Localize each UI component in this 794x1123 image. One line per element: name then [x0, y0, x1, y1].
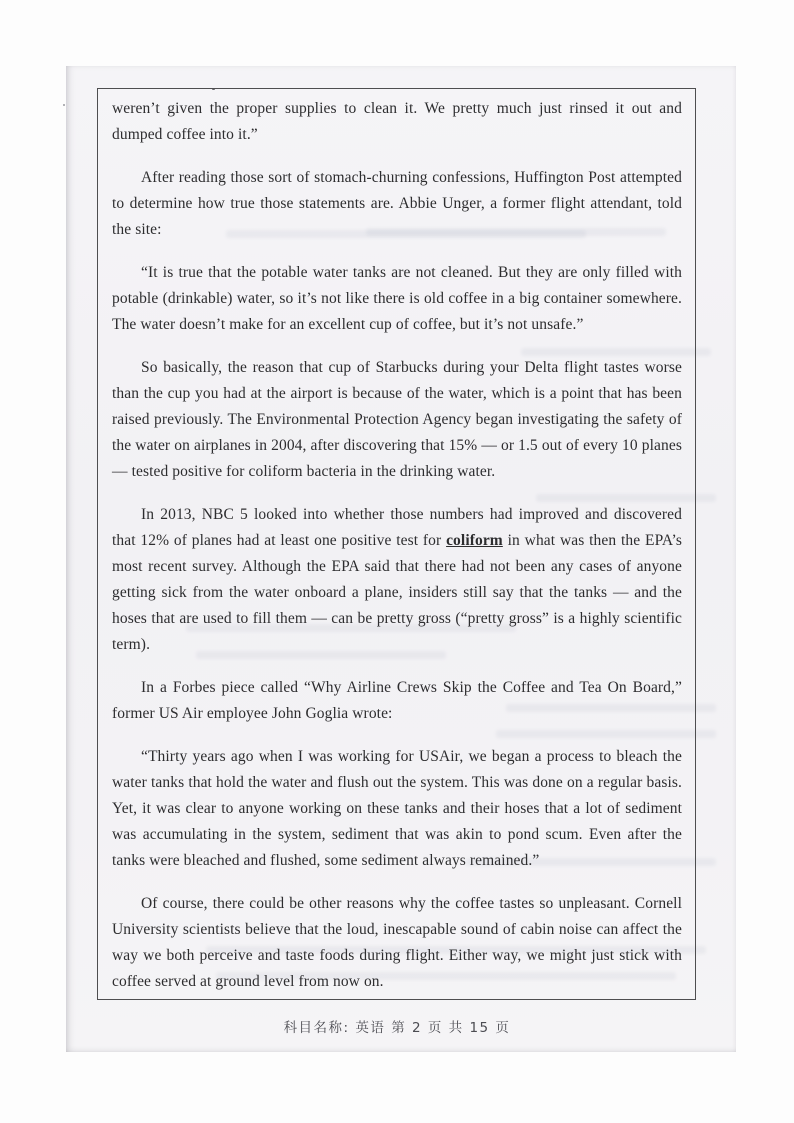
page-footer: 科目名称: 英语 第 2 页 共 15 页: [283, 1020, 511, 1036]
passage-paragraph-5: [112, 502, 682, 658]
passage-border-box: [97, 88, 696, 1000]
scanned-page: [66, 66, 736, 1052]
passage-paragraph-3: “It is true that the potable water tanks are not cleaned. But they are only filled with potable (drinkable) water, so it’s not like there is old coffee in a big container somewhere. The water doesn’t make for an excellent cup of coffee, but it’s not unsafe.”: [112, 264, 682, 333]
passage-paragraph-8: Of course, there could be other reasons why the coffee tastes so unpleasant. Cornell University scientists believe that the loud, inescapable sound of cabin noise can affect the way we both perceive and taste foods during flight. Either way, we might just stick with coffee served at ground level from now on.: [112, 895, 682, 990]
scan-speck: [63, 104, 65, 106]
paragraph-5-text-after: in what was then the EPA’s most recent survey. Although the EPA said that there had not been any cases of anyone getting sick from the water onboard a plane, insiders still say that the tanks — and the hoses that are used to fill them — can be pretty gross (“pretty gross” is a highly scientific term).: [112, 532, 683, 653]
passage-paragraph-1: weren’t given the proper supplies to clean it. We pretty much just rinsed it out and dumped coffee into it.”: [112, 100, 682, 143]
passage-paragraph-6: In a Forbes piece called “Why Airline Crews Skip the Coffee and Tea On Board,” former US Air employee John Goglia wrote:: [112, 679, 682, 722]
passage-paragraph-2: After reading those sort of stomach-churning confessions, Huffington Post attempted to determine how true those statements are. Abbie Unger, a former flight attendant, told the site:: [112, 169, 682, 238]
passage-paragraph-4: So basically, the reason that cup of Starbucks during your Delta flight tastes worse than the cup you had at the airport is because of the water, which is a point that has been raised previously. The Environmental Protection Agency began investigating the safety of the water on airplanes in 2004, after discovering that 15% — or 1.5 out of every 10 planes — tested positive for coliform bacteria in the drinking water.: [112, 359, 682, 480]
paragraph-5-text-before: In 2013, NBC 5 looked into whether those numbers had improved and discovered that 12% of planes had at least one positive test for: [112, 506, 682, 549]
keyword-coliform: coliform: [446, 532, 503, 549]
passage-paragraph-7: “Thirty years ago when I was working for USAir, we began a process to bleach the water tanks that hold the water and flush out the system. This was done on a regular basis. Yet, it was clear to anyone working on these tanks and their hoses that a lot of sediment was accumulating in the system, sediment that was akin to pond scum. Even after the tanks were bleached and flushed, some sediment always remained.”: [112, 748, 682, 869]
